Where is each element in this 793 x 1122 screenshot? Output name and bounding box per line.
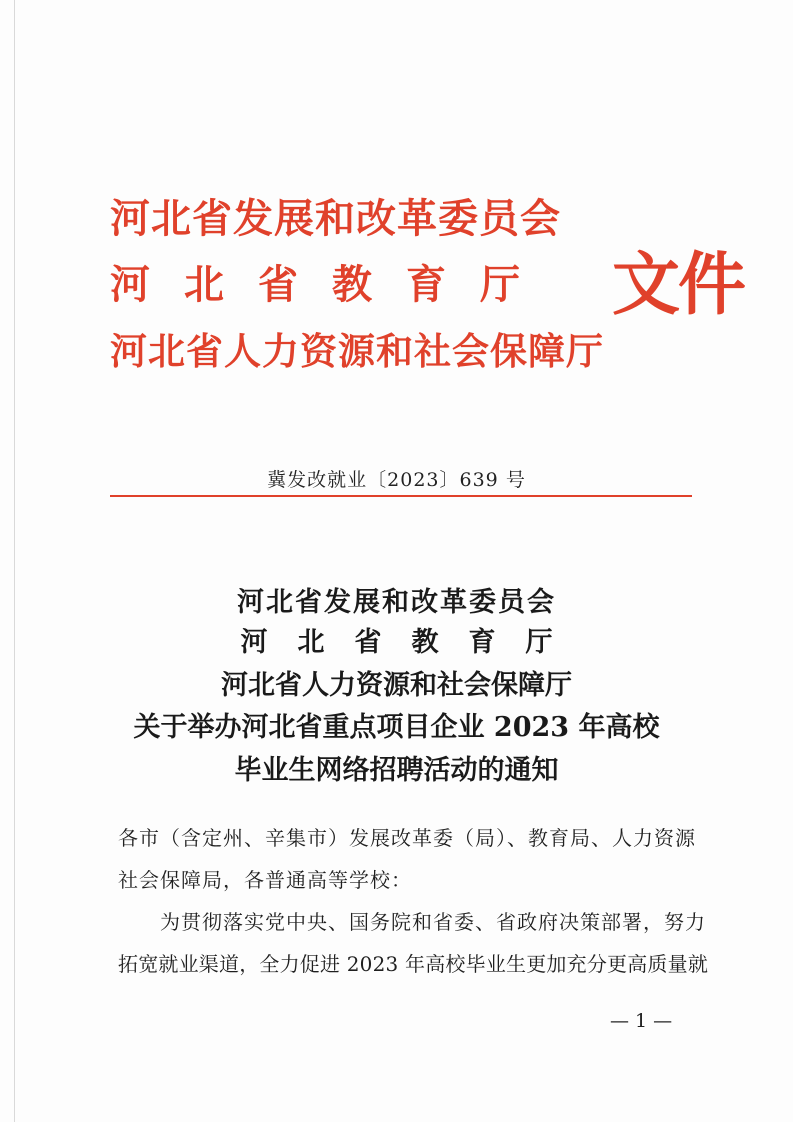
scan-edge-line bbox=[14, 0, 15, 1122]
document-number: 冀发改就业〔2023〕639 号 bbox=[267, 469, 526, 491]
letterhead-agency-human-resources: 河北省人力资源和社会保障厅 bbox=[110, 330, 604, 373]
red-divider-line bbox=[110, 495, 692, 497]
title-line-2: 河北省教育厅 bbox=[240, 627, 583, 658]
page-number: — 1 — bbox=[610, 1010, 673, 1032]
letterhead-document-word: 文件 bbox=[612, 246, 745, 325]
body-addressee-line-1: 各市（含定州、辛集市）发展改革委（局）、教育局、人力资源 bbox=[118, 826, 696, 850]
letterhead-agency-education: 河北省教育厅 bbox=[110, 262, 554, 308]
body-paragraph-line-1: 为贯彻落实党中央、国务院和省委、省政府决策部署，努力 bbox=[160, 910, 706, 934]
title-line-1: 河北省发展和改革委员会 bbox=[237, 587, 556, 618]
red-letterhead bbox=[110, 185, 745, 385]
title-line-3: 河北省人力资源和社会保障厅 bbox=[221, 670, 572, 701]
title-line-4: 关于举办河北省重点项目企业 2023 年高校 bbox=[133, 712, 660, 743]
title-line-5: 毕业生网络招聘活动的通知 bbox=[234, 755, 559, 786]
body-paragraph-line-2: 拓宽就业渠道，全力促进 2023 年高校毕业生更加充分更高质量就 bbox=[118, 952, 709, 976]
letterhead-agency-development-reform: 河北省发展和改革委员会 bbox=[110, 196, 561, 242]
body-addressee-line-2: 社会保障局，各普通高等学校： bbox=[118, 868, 412, 892]
